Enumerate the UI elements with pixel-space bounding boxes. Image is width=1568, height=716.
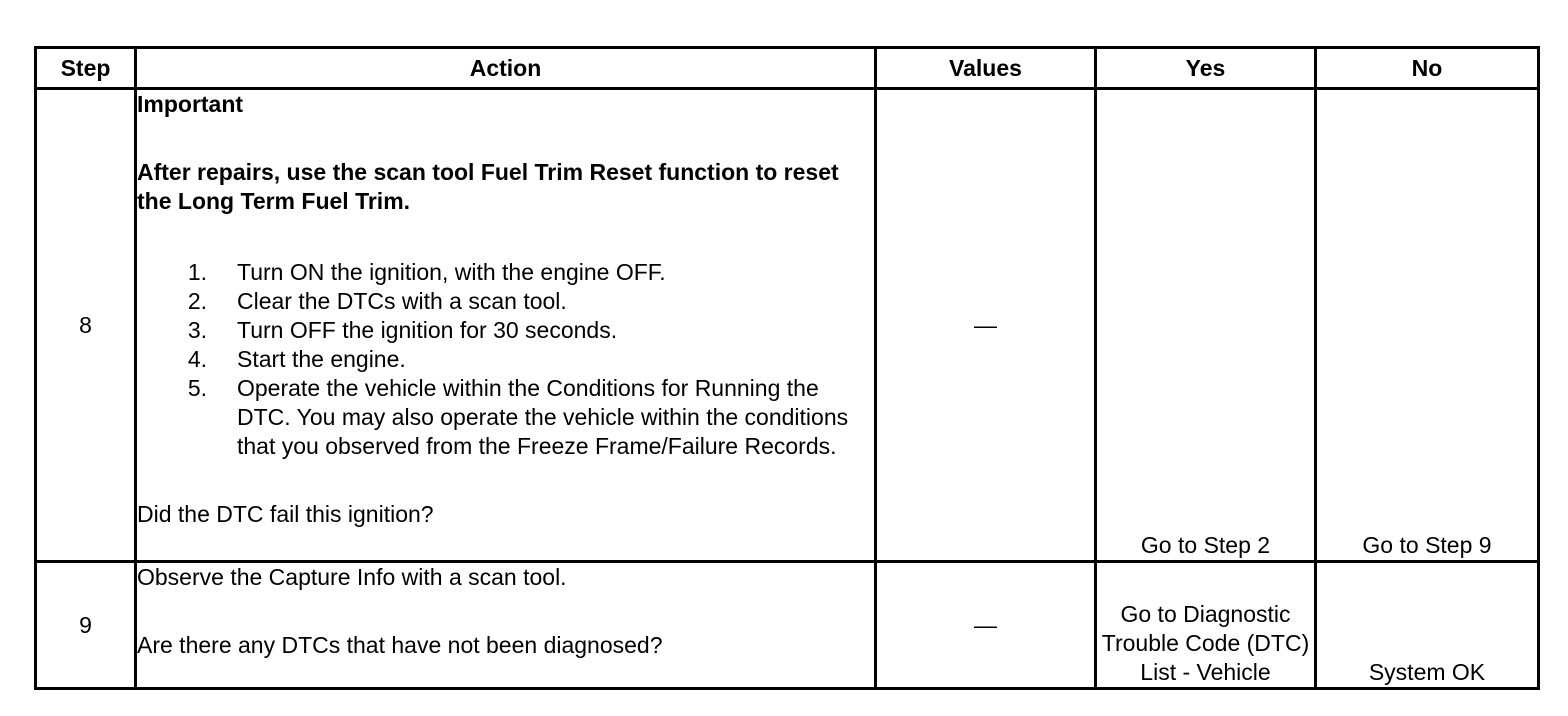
substep-text: Operate the vehicle within the Conditions for Running the DTC. You may also operate the vehicle within the conditions that you observed from the Freeze Frame/Failure Records.: [237, 375, 849, 459]
substep-number: 1.: [187, 259, 207, 285]
list-item: [137, 287, 874, 316]
substep-text: Start the engine.: [237, 346, 406, 372]
diagnostic-step-table: [34, 46, 1540, 690]
step-question: Are there any DTCs that have not been diagnosed?: [137, 632, 663, 658]
table-header-row: [36, 48, 1539, 89]
step-number: 9: [36, 562, 136, 689]
header-yes: Yes: [1096, 48, 1316, 89]
table-row-step-8: [36, 89, 1539, 562]
action-cell: [136, 562, 876, 689]
values-cell: —: [876, 562, 1096, 689]
header-action: Action: [136, 48, 876, 89]
substep-list: [137, 258, 874, 461]
header-values: Values: [876, 48, 1096, 89]
list-item: [137, 316, 874, 345]
list-item: [137, 374, 874, 461]
values-cell: —: [876, 89, 1096, 562]
list-item: [137, 345, 874, 374]
substep-number: 3.: [187, 317, 207, 343]
header-step: Step: [36, 48, 136, 89]
yes-result: Go to Diagnostic Trouble Code (DTC) List - Vehicle: [1096, 562, 1316, 689]
step-number: 8: [36, 89, 136, 562]
no-result: Go to Step 9: [1316, 89, 1539, 562]
substep-number: 2.: [187, 288, 207, 314]
list-item: [137, 258, 874, 287]
action-cell: [136, 89, 876, 562]
important-title: Important: [137, 91, 244, 117]
yes-result: Go to Step 2: [1096, 89, 1316, 562]
step-instruction: Observe the Capture Info with a scan tool.: [137, 564, 567, 590]
substep-number: 4.: [187, 346, 207, 372]
step-question: Did the DTC fail this ignition?: [137, 501, 434, 527]
important-note: After repairs, use the scan tool Fuel Trim Reset function to reset the Long Term Fuel Trim.: [137, 159, 839, 214]
no-result: System OK: [1316, 562, 1539, 689]
substep-text: Turn ON the ignition, with the engine OFF.: [237, 259, 666, 285]
substep-text: Turn OFF the ignition for 30 seconds.: [237, 317, 618, 343]
header-no: No: [1316, 48, 1539, 89]
substep-number: 5.: [187, 375, 207, 401]
table-row-step-9: [36, 562, 1539, 689]
substep-text: Clear the DTCs with a scan tool.: [237, 288, 567, 314]
